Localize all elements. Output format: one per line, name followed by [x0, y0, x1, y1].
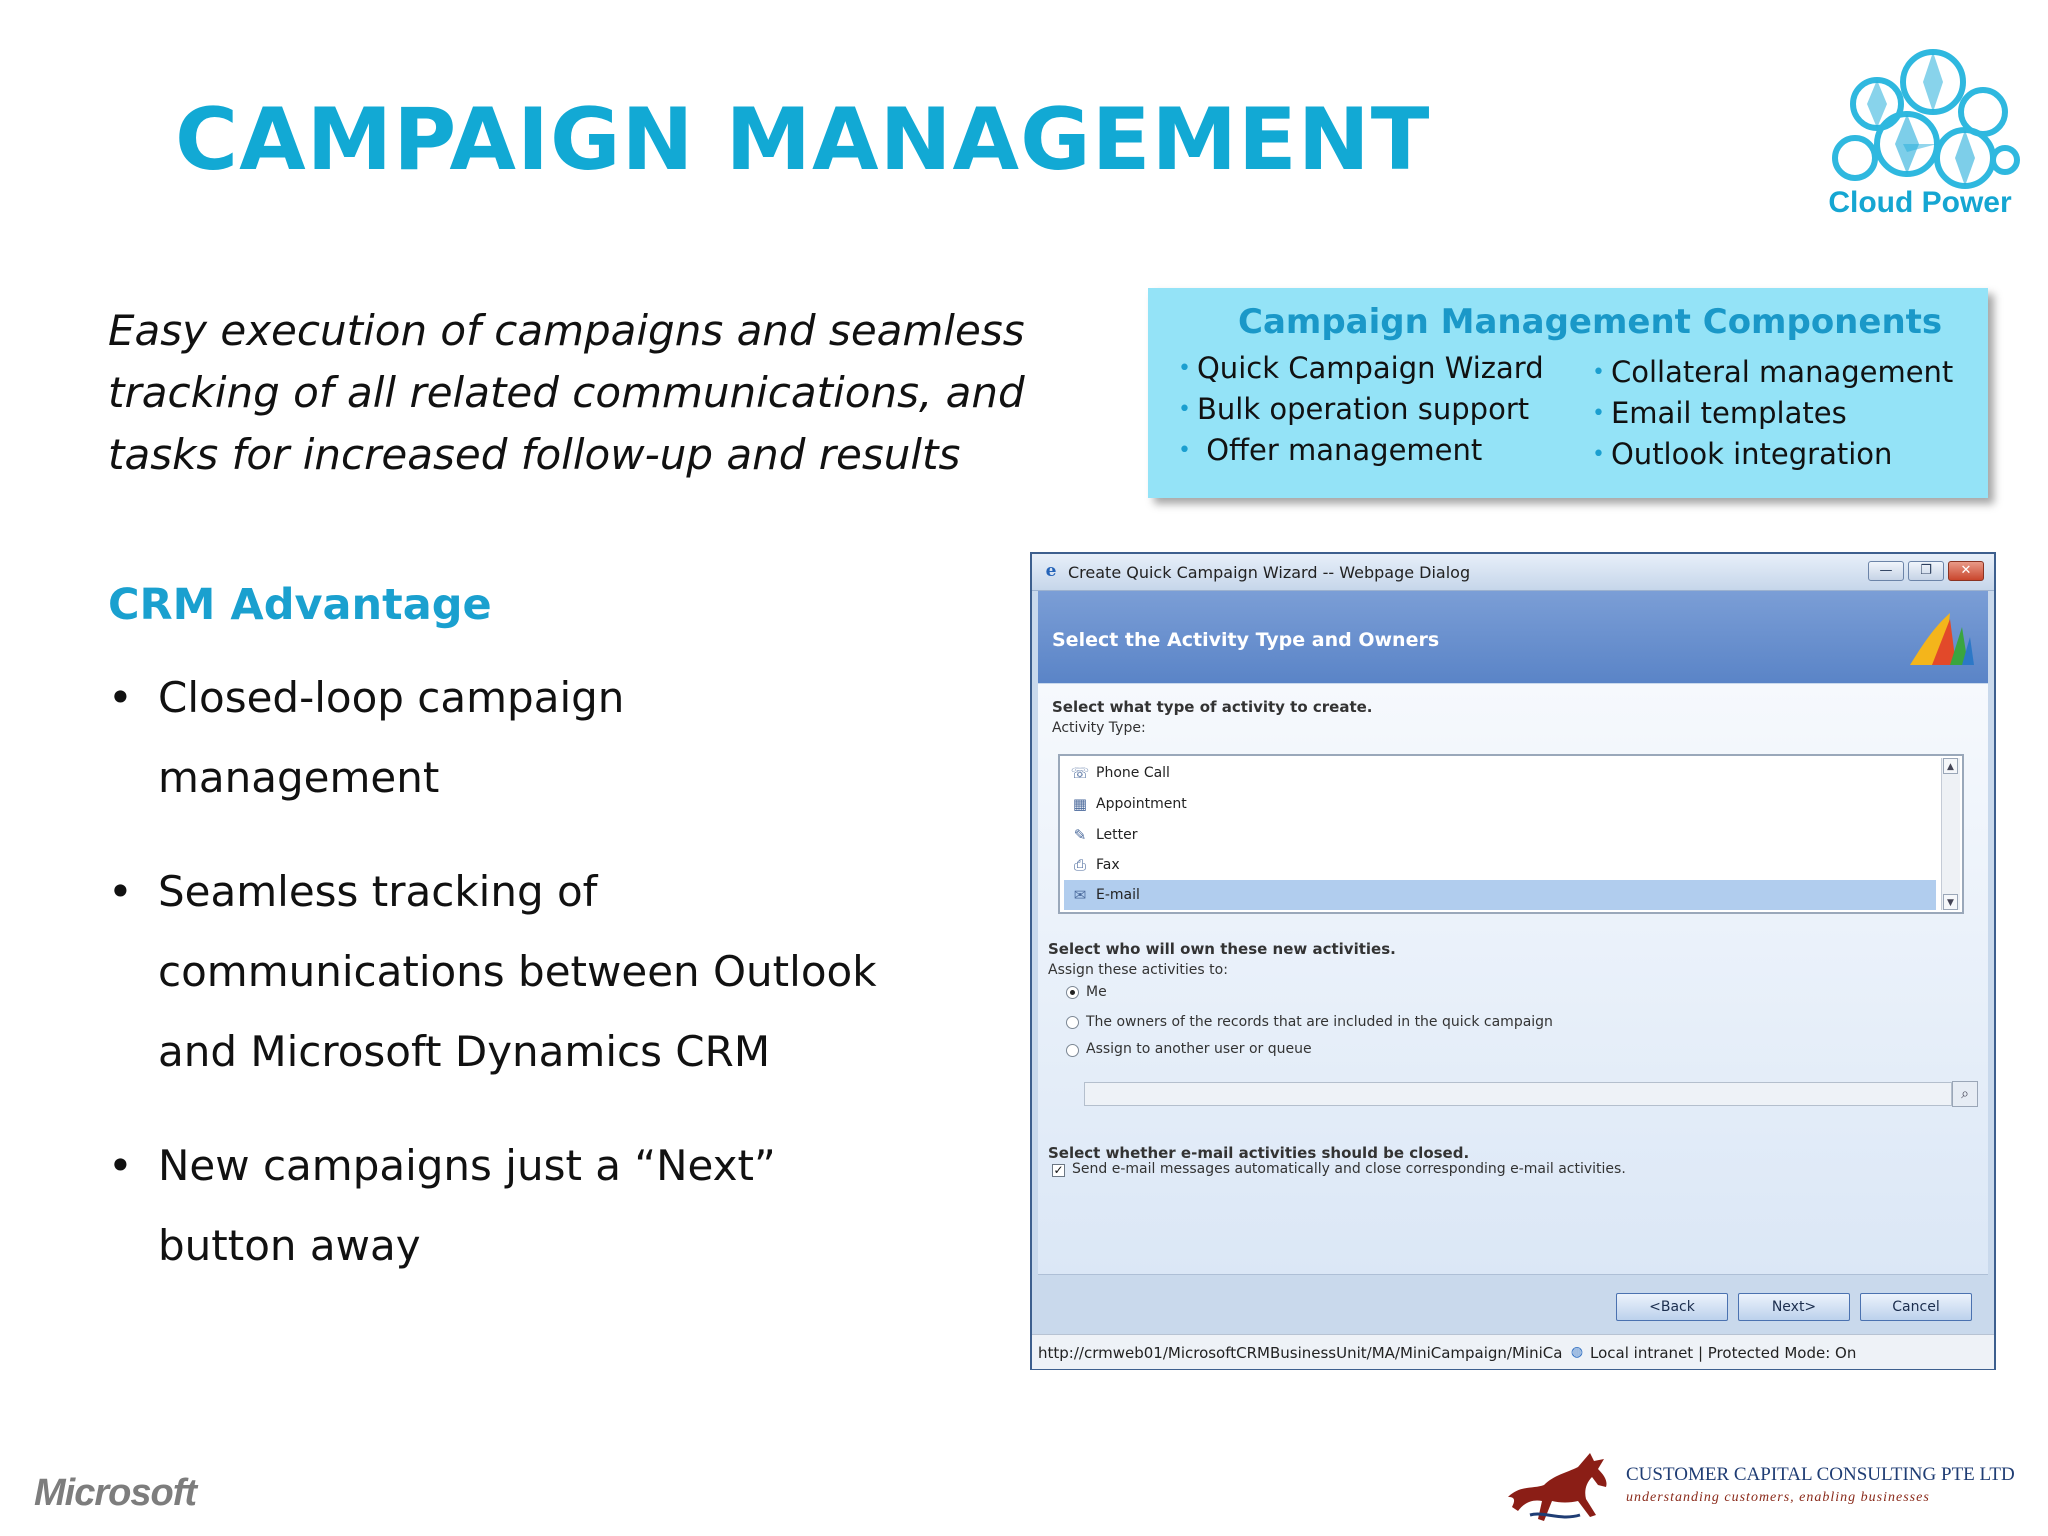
intro-line: Easy execution of campaigns and seamless [108, 306, 1025, 355]
activity-type-label: Activity Type: [1052, 720, 1146, 736]
next-button[interactable]: Next> [1738, 1293, 1850, 1321]
slide-title: CAMPAIGN MANAGEMENT [175, 90, 1431, 190]
owner-prompt: Select who will own these new activities. [1048, 940, 1396, 958]
company-name: CUSTOMER CAPITAL CONSULTING PTE LTD [1626, 1464, 2015, 1485]
email-icon: ✉ [1073, 886, 1087, 904]
component-item: • Bulk operation support [1178, 392, 1530, 426]
owner-records-radio[interactable] [1066, 1016, 1079, 1029]
intro-line: tracking of all related communications, and [108, 368, 1025, 417]
bullet-icon: • [1592, 360, 1605, 385]
intro-line: tasks for increased follow-up and results [108, 430, 961, 479]
bullet-icon: • [108, 867, 133, 916]
component-item: • Collateral management [1592, 355, 1954, 389]
microsoft-logo: Microsoft [34, 1472, 196, 1514]
maximize-button[interactable]: ❐ [1908, 561, 1944, 581]
wizard-step-title: Select the Activity Type and Owners [1052, 629, 1440, 651]
letter-icon: ✎ [1073, 826, 1087, 844]
back-button[interactable]: <Back [1616, 1293, 1728, 1321]
bullet-icon: • [1592, 401, 1605, 426]
company-tagline: understanding customers, enabling businesses [1626, 1490, 1930, 1505]
components-left-list [1178, 348, 1544, 471]
component-item: • Outlook integration [1592, 437, 1893, 471]
intranet-globe-icon: ◍ [1570, 1344, 1584, 1360]
calendar-icon: ▦ [1072, 795, 1088, 813]
dynamics-crm-logo-icon [1906, 609, 1976, 669]
scroll-up-icon[interactable]: ▲ [1943, 758, 1958, 774]
email-checkbox-label: Send e-mail messages automatically and close corresponding e-mail activities. [1072, 1161, 1626, 1177]
bullet-icon: • [1178, 397, 1191, 422]
scroll-down-icon[interactable]: ▼ [1943, 894, 1958, 910]
components-box [1148, 288, 1988, 498]
bullet-icon: • [1592, 442, 1605, 467]
assign-label: Assign these activities to: [1048, 962, 1228, 978]
minimize-button[interactable]: — [1868, 561, 1904, 581]
owner-lookup-input[interactable] [1084, 1082, 1952, 1106]
component-item: • Offer management [1178, 433, 1483, 467]
list-item[interactable]: ✎ Letter [1064, 820, 1936, 850]
crm-advantage-heading: CRM Advantage [108, 580, 492, 630]
activity-type-list[interactable] [1058, 754, 1964, 914]
component-item: • Email templates [1592, 396, 1847, 430]
owner-option-label: The owners of the records that are included in the quick campaign [1086, 1014, 1553, 1030]
status-zone: Local intranet | Protected Mode: On [1590, 1344, 1857, 1362]
email-prompt: Select whether e-mail activities should be closed. [1048, 1144, 1470, 1162]
phone-icon: ☏ [1070, 764, 1090, 782]
wizard-button-bar [1038, 1274, 1988, 1335]
list-item[interactable]: ☏ Phone Call [1070, 764, 1170, 782]
owner-other-radio[interactable] [1066, 1044, 1079, 1057]
brand-text: Cloud Power [1828, 186, 2012, 219]
list-item[interactable]: ✉ E-mail [1064, 880, 1936, 910]
components-right-list [1592, 352, 1953, 475]
owner-option-label: Me [1086, 984, 1107, 1000]
wizard-header [1038, 591, 1988, 683]
bullet-icon: • [108, 673, 133, 722]
lookup-search-icon[interactable]: ⌕ [1952, 1081, 1978, 1107]
status-url: http://crmweb01/MicrosoftCRMBusinessUnit/MA/MiniCampaign/MiniCa [1038, 1344, 1562, 1362]
intro-text [108, 300, 1068, 486]
owner-option-label: Assign to another user or queue [1086, 1041, 1312, 1057]
activity-prompt: Select what type of activity to create. [1052, 698, 1373, 716]
quick-campaign-dialog [1030, 552, 1996, 1370]
owner-me-radio[interactable] [1066, 986, 1079, 999]
dialog-title: Create Quick Campaign Wizard -- Webpage Dialog [1068, 563, 1471, 582]
fax-icon: ⎙ [1073, 856, 1086, 874]
status-bar [1032, 1334, 1994, 1369]
dialog-titlebar[interactable] [1032, 554, 1994, 591]
wizard-body [1038, 684, 1988, 1274]
list-item[interactable]: ⎙ Fax [1064, 850, 1936, 880]
component-item: • Quick Campaign Wizard [1178, 351, 1544, 385]
horse-logo-icon [1500, 1445, 1620, 1535]
cancel-button[interactable]: Cancel [1860, 1293, 1972, 1321]
email-close-checkbox[interactable]: ✓ [1053, 1163, 1064, 1177]
close-button[interactable]: ✕ [1948, 561, 1984, 581]
list-scrollbar[interactable] [1941, 758, 1960, 910]
bullet-icon: • [1178, 356, 1191, 381]
bullet-icon: • [1178, 438, 1191, 463]
list-item[interactable]: ▦ Appointment [1064, 789, 1936, 819]
bullet-icon: • [108, 1141, 133, 1190]
components-title: Campaign Management Components [1238, 302, 1943, 342]
ie-icon: e [1045, 561, 1057, 581]
